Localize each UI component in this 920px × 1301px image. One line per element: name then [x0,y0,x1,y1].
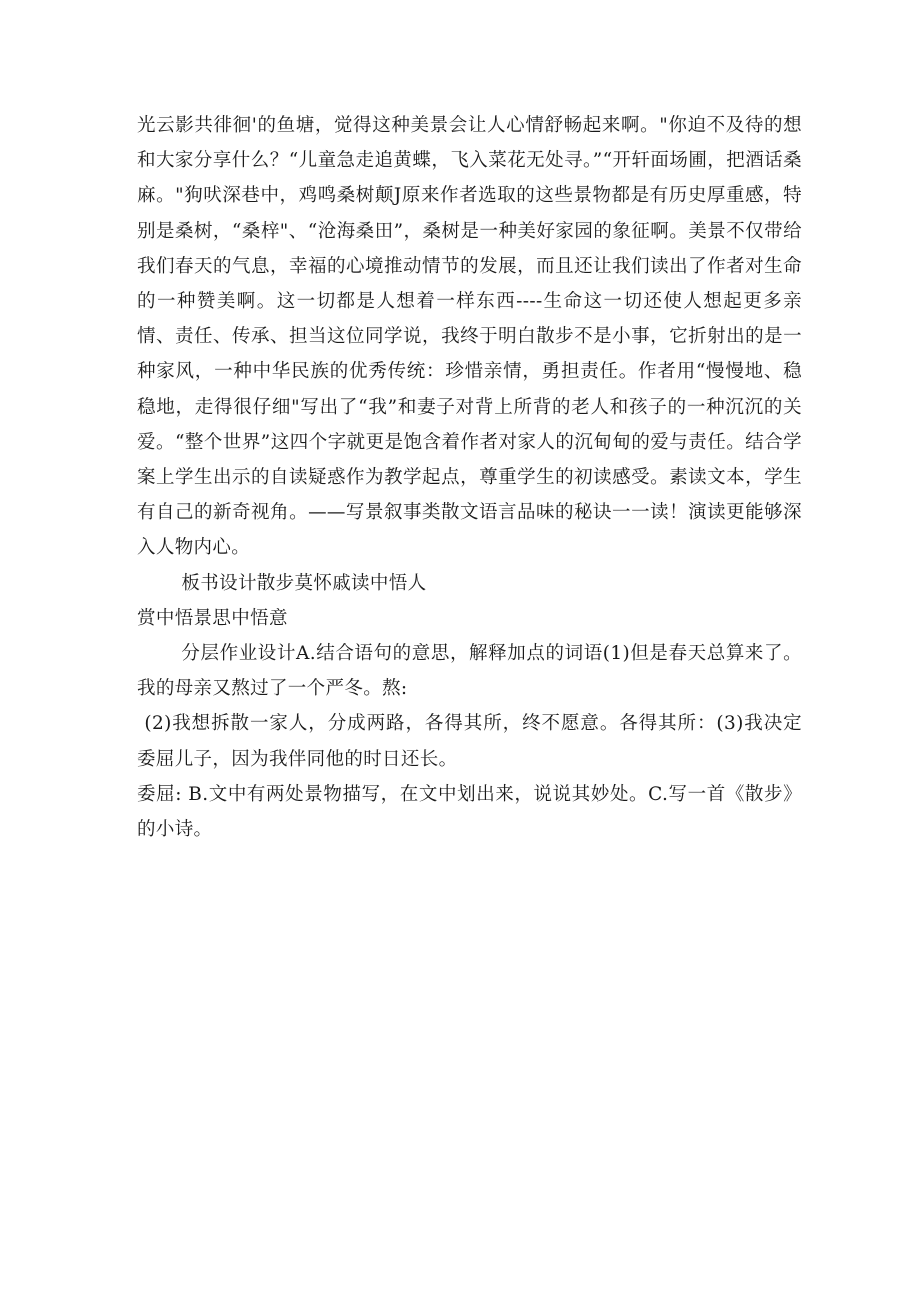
paragraph-board-design-line2: 赏中悟景思中悟意 [137,607,288,629]
paragraph-board-design: 板书设计散步莫怀戚读中悟人 [181,572,427,594]
paragraph-homework-items: (2)我想拆散一家人，分成两路，各得其所，终不愿意。各得其所：(3)我决定委屈儿子，因为我伴同他的时日还长。 [137,713,802,770]
paragraph-homework-bc: 委屈: B.文中有两处景物描写，在文中划出来，说说其妙处。C.写一首《散步》的小诗。 [137,783,802,841]
document-body [137,108,802,847]
paragraph-homework-a: 分层作业设计A.结合语句的意思，解释加点的词语(1)但是春天总算来了。我的母亲又熬过了一个严冬。熬: [137,643,802,700]
paragraph-lesson-analysis: 光云影共徘徊'的鱼塘，觉得这种美景会让人心情舒畅起来啊。"你迫不及待的想和大家分享什么？“儿童急走追黄蝶，飞入菜花无处寻。”“开轩面场圃，把酒话桑麻。"狗吠深巷中，鸡鸣桑树颠J原来作者选取的这些景物都是有历史厚重感，特别是桑树，“桑梓"、“沧海桑田”，桑树是一种美好家园的象征啊。美景不仅带给我们春天的气息，幸福的心境推动情节的发展，而且还让我们读出了作者对生命的一种赞美啊。这一切都是人想着一样东西----生命这一切还使人想起更多亲情、责任、传承、担当这位同学说，我终于明白散步不是小事，它折射出的是一种家风，一种中华民族的优秀传统：珍惜亲情，勇担责任。作者用“慢慢地、稳稳地，走得很仔细"写出了“我”和妻子对背上所背的老人和孩子的一种沉沉的关爱。“整个世界”这四个字就更是饱含着作者对家人的沉甸甸的爱与责任。结合学案上学生出示的自读疑惑作为教学起点，尊重学生的初读感受。素读文本，学生有自己的新奇视角。——写景叙事类散文语言品味的秘诀一一读！演读更能够深入人物内心。 [137,115,802,559]
